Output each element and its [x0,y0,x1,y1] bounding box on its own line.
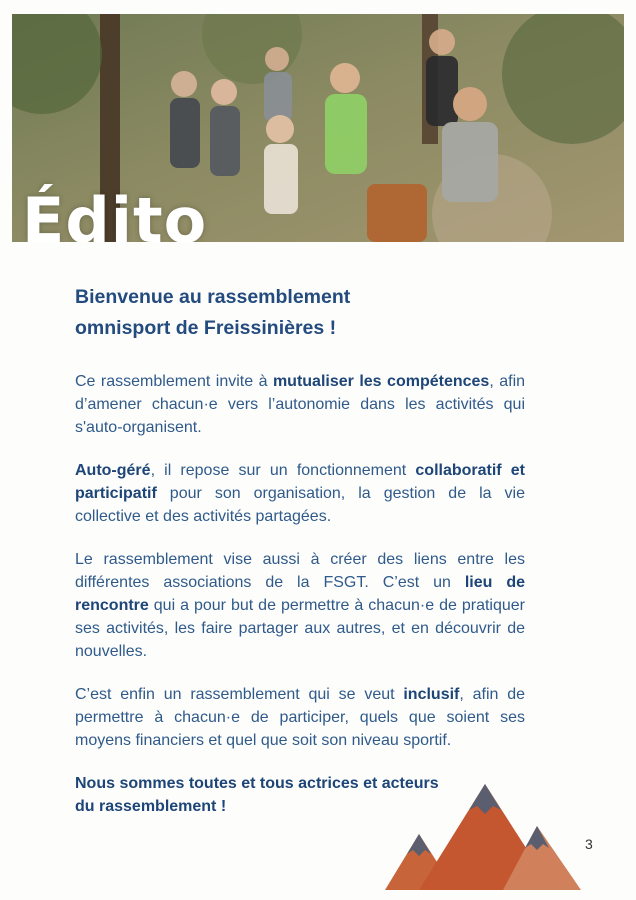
paragraph-mutualiser [75,370,525,439]
paragraph-liens [75,548,525,663]
p4-text-a: C’est enfin un rassemblement qui se veut [75,686,404,703]
p3-text-a: Le rassemblement vise aussi à créer des liens entre les différentes associations de la FSGT. C’est un [75,551,525,591]
p1-text-c: , afin d’amener chacun·e vers l’autonomie dans les activités qui s'auto-organisent. [75,373,526,436]
hero-photo [12,14,624,242]
page-number: 3 [585,836,593,852]
mountains-decoration-icon [385,784,585,894]
p1-bold: mutualiser les compétences [272,373,490,390]
closing-line-1: Nous sommes toutes et tous actrices et acteurs [75,775,439,792]
heading-line-1: Bienvenue au rassemblement [75,286,351,308]
paragraph-inclusif [75,683,525,752]
edito-content [75,282,525,818]
p2-bold-a: Auto-géré [75,462,151,479]
heading-line-2: omnisport de Freissinières ! [75,317,337,339]
edito-title: Édito [22,184,208,242]
p4-text-c: , afin de permettre à chacun·e de participer, quels que soient ses moyens financiers et quel que soit son niveau sportif. [75,686,525,749]
p2-bold-c: collaboratif et participatif [75,462,526,502]
p3-text-c: qui a pour but de permettre à chacun·e de pratiquer ses activités, les faire partager aux autres, et en découvrir de nouvelles. [75,597,525,660]
p3-bold: lieu de rencontre [75,574,525,614]
p4-bold: inclusif [403,686,460,703]
p1-text-a: Ce rassemblement invite à [75,373,273,390]
paragraph-auto-gere [75,459,525,528]
page-heading [75,282,525,344]
p2-text-b: , il repose sur un fonctionnement [150,462,416,479]
p2-text-d: pour son organisation, la gestion de la vie collective et des activités partagées. [75,485,525,525]
closing-line-2: du rassemblement ! [75,798,227,815]
